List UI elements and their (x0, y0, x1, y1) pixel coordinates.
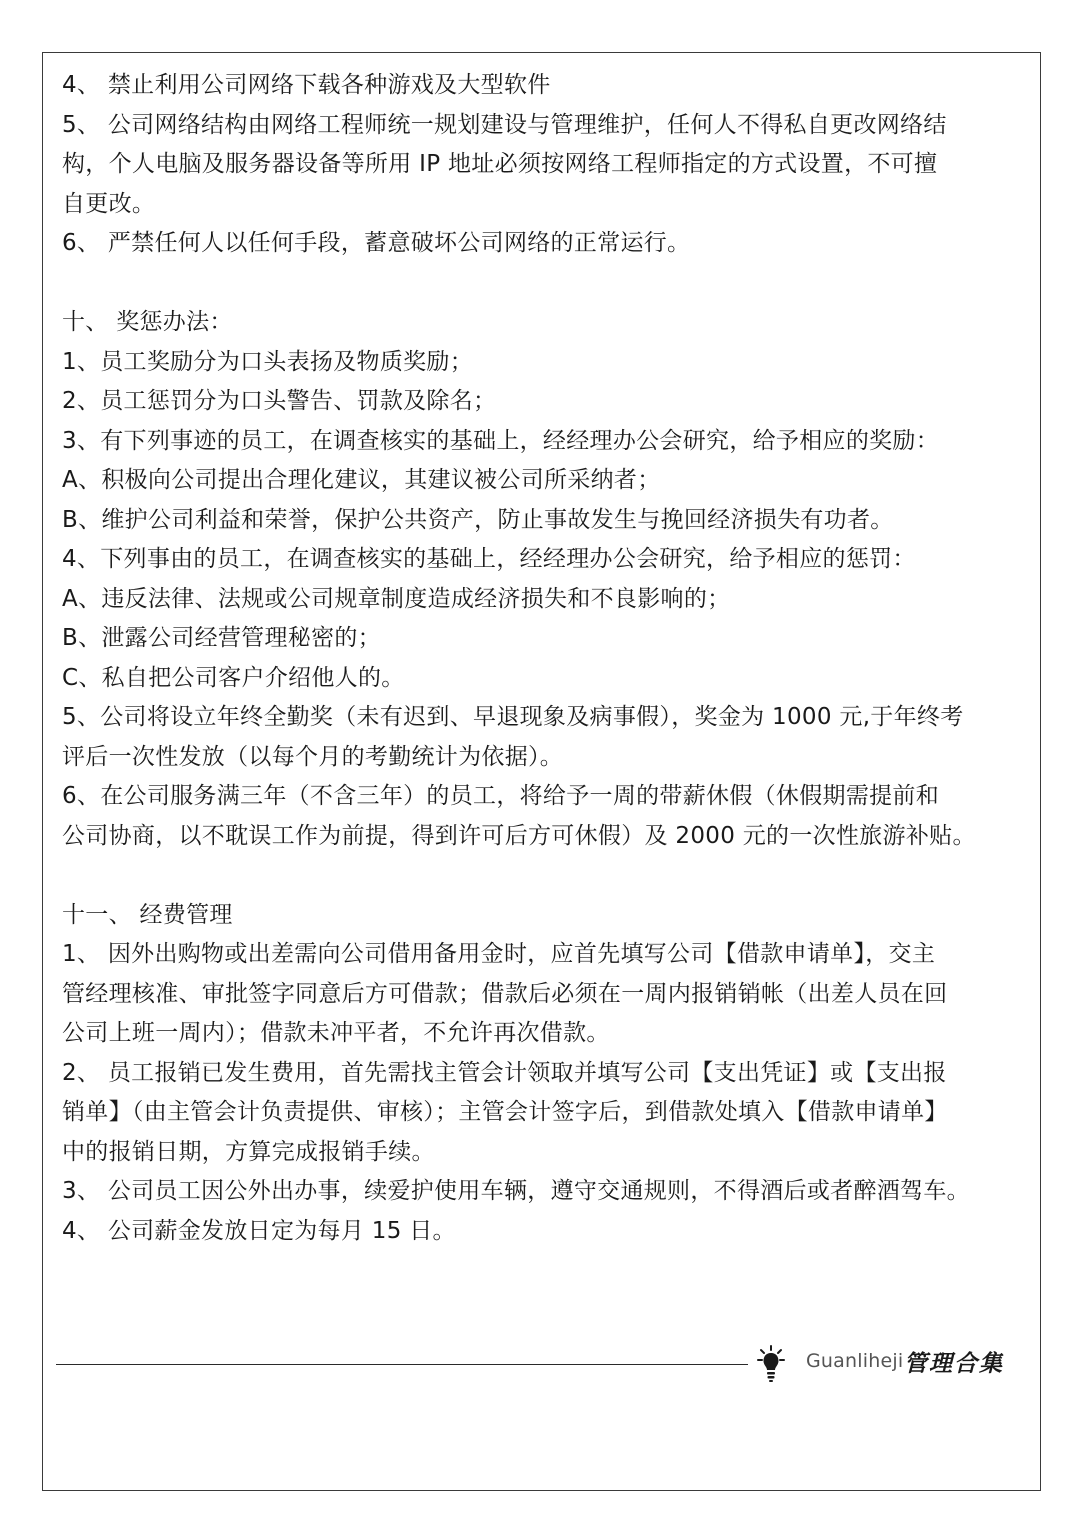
lightbulb-icon (756, 1344, 786, 1384)
text-line: 4、 禁止利用公司网络下载各种游戏及大型软件 (62, 72, 551, 98)
section-heading-rewards: 十、 奖惩办法： (62, 309, 233, 335)
brand-name-en: Guanliheji (806, 1350, 904, 1372)
text-line: 构，个人电脑及服务器设备等所用 IP 地址必须按网络工程师指定的方式设置，不可擅 (62, 151, 938, 177)
text-line: 中的报销日期，方算完成报销手续。 (62, 1138, 435, 1165)
text-line: 1、员工奖励分为口头表扬及物质奖励； (62, 348, 474, 375)
text-line: A、积极向公司提出合理化建议，其建议被公司所采纳者； (62, 467, 661, 493)
text-line: 4、 公司薪金发放日定为每月 15 日。 (62, 1217, 456, 1244)
text-line: 2、 员工报销已发生费用，首先需找主管会计领取并填写公司【支出凭证】或【支出报 (62, 1059, 947, 1086)
blank-line (62, 856, 1024, 896)
text-line: 5、 公司网络结构由网络工程师统一规划建设与管理维护，任何人不得私自更改网络结 (62, 111, 947, 138)
text-line: C、私自把公司客户介绍他人的。 (62, 664, 405, 691)
text-line: 销单】（由主管会计负责提供、审核）；主管会计签字后，到借款处填入【借款申请单】 (62, 1099, 948, 1125)
footer-divider (56, 1364, 748, 1365)
text-line: B、维护公司利益和荣誉，保护公共资产，防止事故发生与挽回经济损失有功者。 (62, 506, 894, 533)
text-line: A、违反法律、法规或公司规章制度造成经济损失和不良影响的； (62, 585, 731, 612)
text-line: 公司协商，以不耽误工作为前提，得到许可后方可休假）及 2000 元的一次性旅游补贴。 (62, 822, 976, 849)
text-line: 自更改。 (62, 190, 156, 217)
text-line: 3、 公司员工因公外出办事，续爱护使用车辆，遵守交通规则，不得酒后或者醉酒驾车。 (62, 1178, 970, 1204)
section-heading-expenses: 十一、 经费管理 (62, 901, 233, 928)
brand-name-cn: 管理合集 (904, 1350, 1004, 1377)
blank-line (62, 264, 1024, 304)
text-line: 2、员工惩罚分为口头警告、罚款及除名； (62, 388, 497, 414)
text-line: 6、在公司服务满三年（不含三年）的员工，将给予一周的带薪休假（休假期需提前和 (62, 783, 940, 809)
text-line: 公司上班一周内）；借款未冲平者，不允许再次借款。 (62, 1020, 610, 1046)
text-line: 6、 严禁任何人以任何手段，蓄意破坏公司网络的正常运行。 (62, 230, 691, 256)
text-line: 5、公司将设立年终全勤奖（未有迟到、早退现象及病事假），奖金为 1000 元,于年终考 (62, 704, 964, 730)
text-line: 3、有下列事迹的员工，在调查核实的基础上，经经理办公会研究，给予相应的奖励： (62, 427, 940, 454)
text-line: 管经理核准、审批签字同意后方可借款；借款后必须在一周内报销销帐（出差人员在回 (62, 980, 948, 1007)
text-line: B、泄露公司经营管理秘密的； (62, 625, 381, 651)
text-line: 1、 因外出购物或出差需向公司借用备用金时，应首先填写公司【借款申请单】，交主 (62, 941, 936, 967)
text-line: 4、下列事由的员工，在调查核实的基础上，经经理办公会研究，给予相应的惩罚： (62, 546, 916, 572)
document-body (62, 66, 1024, 1251)
text-line: 评后一次性发放（以每个月的考勤统计为依据）。 (62, 743, 564, 770)
footer (56, 1340, 1006, 1388)
